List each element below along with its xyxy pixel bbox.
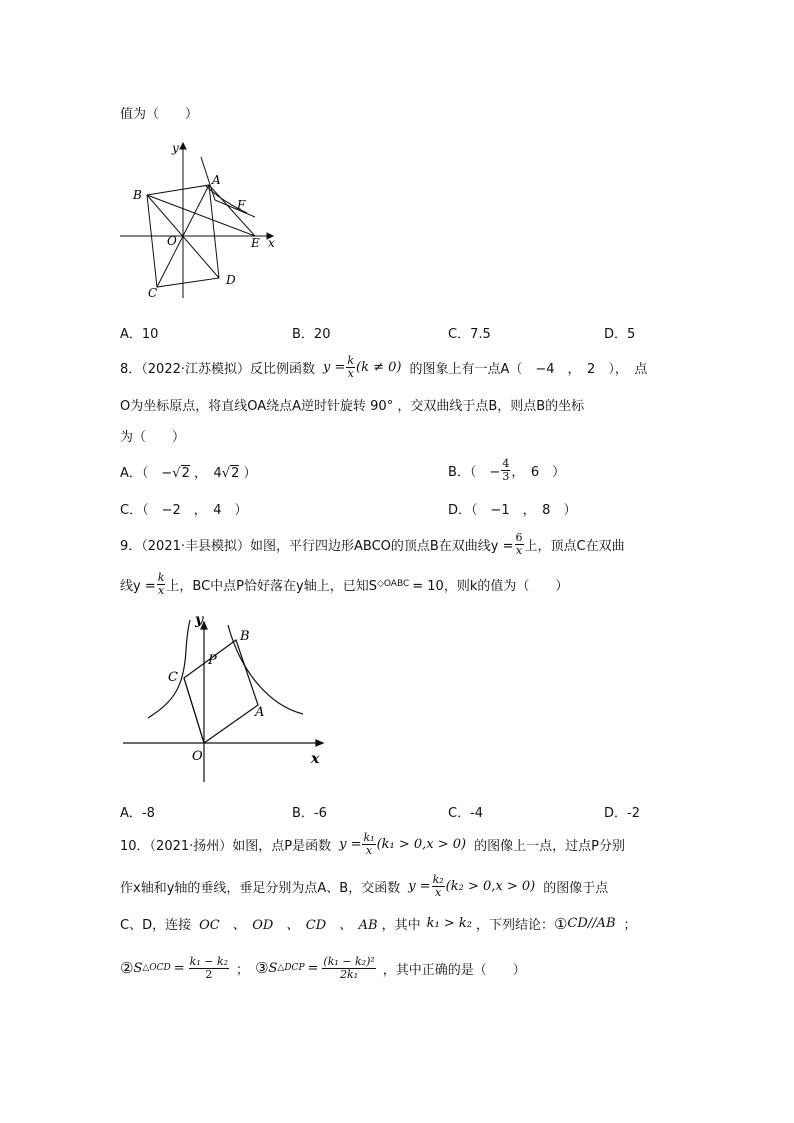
- q9-option-a: A．-8: [120, 806, 155, 821]
- label-d: D: [226, 273, 236, 287]
- q9-l2-num: k: [157, 570, 165, 584]
- q10-l3-mid: ，其中: [381, 918, 421, 933]
- label-f: F: [237, 198, 246, 212]
- q8-b-num: 4: [502, 456, 510, 470]
- figure-q9: [118, 610, 338, 785]
- q8-line2: O为坐标原点，将直线OA绕点A逆时针旋转 90° ，交双曲线于点B，则点B的坐标: [120, 399, 585, 414]
- q8-mid: 的图象上有一点A（ −4 ， 2 ）， 点: [409, 361, 648, 377]
- q10-circle-2: ②: [120, 959, 134, 977]
- q8-a-post: ）: [243, 466, 257, 481]
- q7-option-d: D．5: [604, 327, 636, 342]
- label-x: x: [311, 751, 320, 767]
- q7-option-a: A．10: [120, 327, 159, 342]
- label-c: C: [148, 286, 158, 300]
- q9-num: 6: [515, 530, 523, 544]
- q8-a-mid: ， 4: [194, 466, 222, 481]
- q9-option-c: C．-4: [448, 806, 484, 821]
- q9-mid: 上，顶点C在双曲: [524, 538, 625, 554]
- label-b: B: [240, 629, 250, 644]
- figure-q7: [115, 135, 285, 305]
- q9-line1: [120, 528, 625, 560]
- q8-b-den: 3: [502, 469, 510, 483]
- q9-subscript: ◇OABC: [376, 579, 410, 589]
- q7-stem-tail: 值为（ ）: [120, 107, 199, 122]
- q9-l2-fraction: [157, 572, 166, 597]
- q10-line3: [120, 914, 637, 933]
- y-axis-arrow: [180, 143, 186, 149]
- q7-option-c: C．7.5: [448, 327, 491, 342]
- q9-line2: [120, 568, 568, 600]
- q10-c3-fraction: [322, 956, 375, 981]
- q9-l2-den: x: [157, 583, 165, 597]
- q10-c2-tail: ；: [236, 962, 250, 978]
- q10-prefix: 10．（2021·扬州）如图，点P是函数: [120, 838, 332, 854]
- q9-l2-post: 上，BC中点P恰好落在y轴上，已知S: [166, 578, 377, 594]
- q10-cond2: (k₂ > 0,x > 0): [445, 878, 536, 894]
- q8-a-root2: 2: [231, 466, 240, 481]
- q10-c3-tail: ，其中正确的是（ ）: [382, 962, 526, 978]
- q8-line1: [120, 352, 647, 382]
- q9-l2-tail: = 10，则k的值为（ ）: [412, 578, 569, 594]
- q10-line1: [120, 828, 625, 860]
- label-e: E: [251, 236, 260, 250]
- q10-den2: x: [435, 885, 442, 899]
- q8-option-d: D．（ −1 ， 8 ）: [448, 503, 577, 518]
- segment-ae: [209, 185, 255, 236]
- q10-c1-tail: ；: [623, 918, 637, 933]
- q10-l3-pre: C、D，连接: [120, 918, 192, 933]
- segment-co: [184, 678, 204, 743]
- q7-option-b: B．20: [292, 327, 331, 342]
- q10-l3-math: OC 、 OD 、 CD 、 AB: [199, 918, 378, 933]
- left-hyperbola: [148, 620, 190, 718]
- q8-option-a: A．（ −√2 ， 4√2 ）: [120, 466, 257, 481]
- q10-circle-3: ③: [255, 959, 269, 977]
- q10-c3-sub: △DCP: [277, 963, 305, 973]
- q10-line4: [120, 948, 526, 988]
- q10-cond1: (k₁ > 0,x > 0): [376, 836, 467, 852]
- q10-num1: k₁: [363, 830, 375, 844]
- q10-fraction1: [362, 832, 375, 857]
- q10-line2: [120, 870, 608, 902]
- q8-b-pre: B．（ −: [448, 464, 501, 480]
- q10-c2-fraction: [189, 956, 229, 981]
- q10-fraction2: [432, 874, 445, 899]
- q10-c2-den: 2: [205, 967, 213, 981]
- q10-c3-den: 2k₁: [340, 967, 359, 981]
- q8-a-pre: A．（ −: [120, 466, 173, 481]
- q8-prefix: 8．（2022·江苏模拟）反比例函数: [120, 361, 315, 377]
- label-p: P: [208, 653, 217, 668]
- label-x: x: [268, 236, 275, 250]
- q10-den1: x: [365, 843, 373, 857]
- q8-fraction: [346, 355, 355, 380]
- q10-c3-eq: =: [307, 960, 319, 976]
- q10-c2-eq: =: [173, 960, 185, 976]
- q8-y-eq: y =: [323, 359, 346, 375]
- q8-den: x: [347, 366, 354, 380]
- label-y: y: [195, 612, 204, 628]
- parallelogram-abco: [184, 640, 258, 743]
- q10-num2: k₂: [432, 872, 444, 886]
- q8-option-b: [448, 456, 565, 484]
- q10-l3-cond: k₁ > k₂: [426, 916, 472, 931]
- q10-l2-pre: 作x轴和y轴的垂线，垂足分别为点A、B，交函数: [120, 880, 401, 896]
- q9-prefix: 9．（2021·丰县模拟）如图，平行四边形ABCO的顶点B在双曲线y =: [120, 538, 514, 554]
- q8-a-root1: 2: [181, 466, 190, 481]
- q9-option-b: B．-6: [292, 806, 327, 821]
- label-y: y: [172, 141, 179, 155]
- label-a: A: [255, 705, 265, 720]
- q10-y2: y =: [408, 878, 431, 894]
- q10-mid1: 的图像上一点，过点P分别: [474, 838, 625, 854]
- q10-c2-sub: △OCD: [142, 963, 171, 973]
- q10-l2-post: 的图像于点: [543, 880, 609, 896]
- q10-c2-s: S: [133, 960, 143, 976]
- q8-option-c: C．（ −2 ， 4 ）: [120, 503, 248, 518]
- q8-b-fraction: [501, 458, 510, 483]
- label-o: O: [167, 234, 177, 248]
- q9-fraction: [515, 532, 524, 557]
- label-b: B: [133, 188, 142, 202]
- q10-y1: y =: [339, 836, 362, 852]
- q8-num: k: [347, 353, 355, 367]
- q10-c3-s: S: [268, 960, 278, 976]
- label-o: O: [192, 749, 203, 764]
- q10-l3-tail: ，下列结论：: [475, 918, 554, 933]
- label-a: A: [212, 173, 221, 187]
- q9-option-d: D．-2: [604, 806, 640, 821]
- x-axis-arrow: [316, 740, 323, 746]
- q10-circle-1: ①: [553, 914, 568, 933]
- q10-conclusion-1: CD//AB: [567, 916, 616, 931]
- q10-c2-num: k₁ − k₂: [189, 954, 229, 968]
- q10-c3-num: (k₁ − k₂)²: [323, 954, 375, 968]
- q8-cond: (k ≠ 0): [356, 359, 402, 375]
- q9-den: x: [515, 543, 523, 557]
- label-c: C: [168, 670, 178, 685]
- q8-line3: 为（ ）: [120, 430, 186, 445]
- q8-b-post: ， 6 ）: [511, 464, 566, 480]
- q9-l2-pre: 线y =: [120, 578, 156, 594]
